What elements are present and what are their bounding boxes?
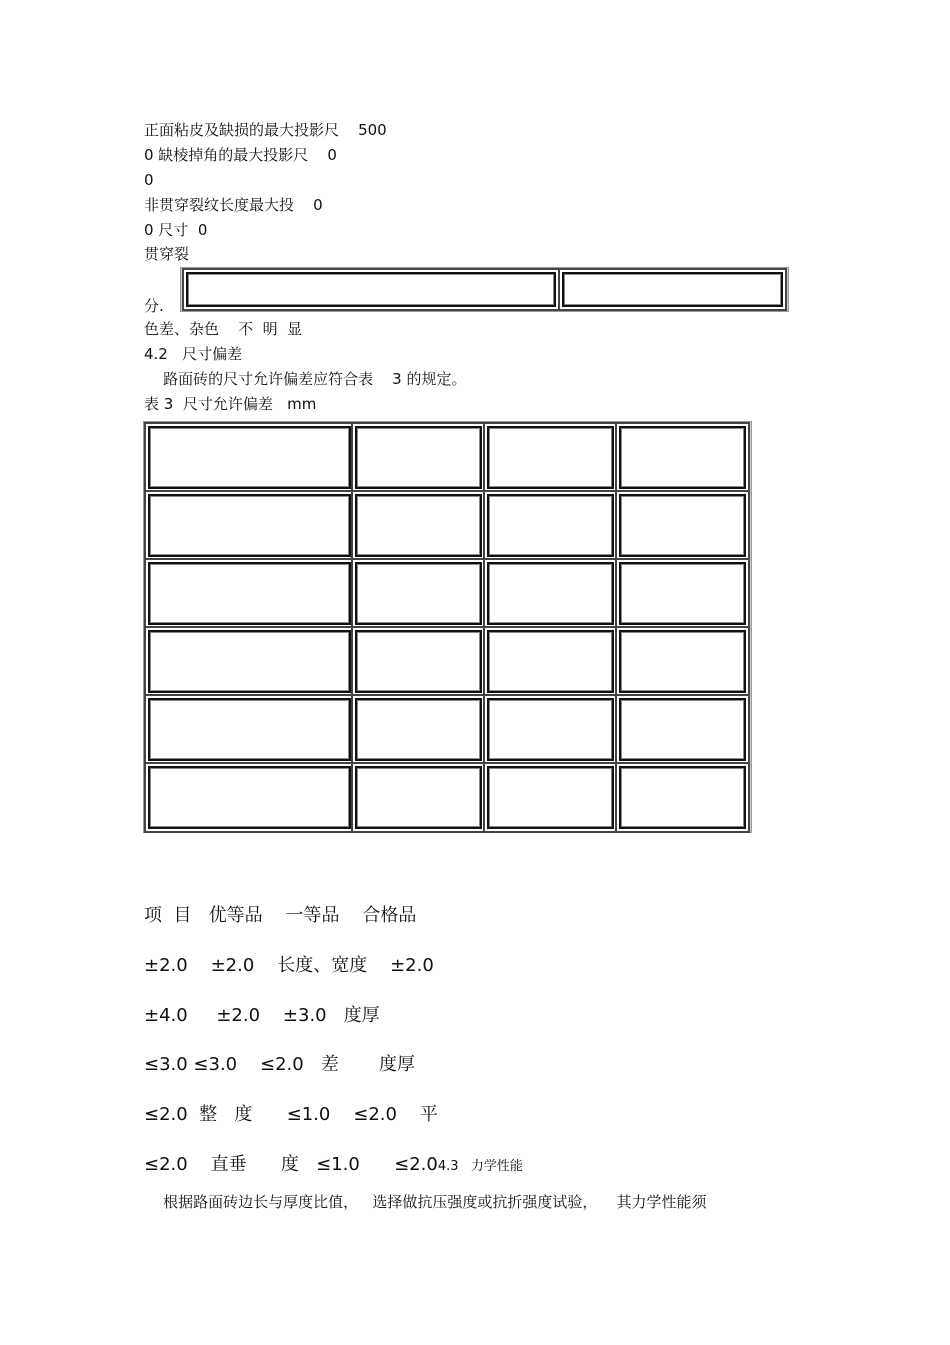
table-cell-r6-c1 [148,766,351,829]
table-cell-r1-c2 [355,426,482,489]
table-cell-r2-c3 [487,494,614,557]
table-cell-r1-c4 [619,426,746,489]
table-cell-r5-c4 [619,698,746,761]
table-cell-r3-c4 [619,562,746,625]
text-line-9: 路面砖的尺寸允许偏差应符合表 3 的规定。 [144,370,467,388]
table-cell-r2-c2 [355,494,482,557]
table-text-line-3: ±4.0 ±2.0 ±3.0 度厚 [144,1005,380,1026]
table-cell-r3-c3 [487,562,614,625]
small-table-cell-2 [562,272,783,307]
table-text-line-6 [144,1153,523,1179]
table-cell-r6-c3 [487,766,614,829]
table-cell-r3-c1 [148,562,351,625]
table-text-line-2: ±2.0 ±2.0 长度、宽度 ±2.0 [144,955,434,976]
table-cell-r4-c3 [487,630,614,693]
table-cell-r4-c1 [148,630,351,693]
text-line-8: 色差、杂色 不 明 显 [144,320,303,338]
table-text-line-4: ≤3.0 ≤3.0 ≤2.0 差 度厚 [144,1054,415,1075]
text-line-1: 正面粘皮及缺损的最大投影尺 500 [144,121,387,139]
text-line-7: 分. [144,297,164,315]
section-heading-4-2: 4.2 尺寸偏差 [144,345,243,363]
table-cell-r4-c4 [619,630,746,693]
section-heading-4-3: 4.3 力学性能 [437,1159,523,1174]
text-line-3: 0 [144,171,154,189]
table-cell-r2-c1 [148,494,351,557]
table-text-line-1: 项 目 优等品 一等品 合格品 [144,905,417,926]
text-line-2: 0 缺棱掉角的最大投影尺 0 [144,146,337,164]
table-text-line-5: ≤2.0 整 度 ≤1.0 ≤2.0 平 [144,1104,438,1125]
table-cell-r1-c1 [148,426,351,489]
table-cell-r4-c2 [355,630,482,693]
table-cell-r1-c3 [487,426,614,489]
paragraph-4-3: 根据路面砖边长与厚度比值， 选择做抗压强度或抗折强度试验， 其力学性能须 [144,1193,707,1211]
table-text-line-6-main: ≤2.0 直垂 度 ≤1.0 ≤2.0 [144,1154,438,1175]
table-cell-r6-c4 [619,766,746,829]
text-line-4: 非贯穿裂纹长度最大投 0 [144,196,323,214]
table-caption: 表 3 尺寸允许偏差 mm [144,395,317,413]
text-line-5: 0 尺寸 0 [144,221,208,239]
small-table-cell-1 [186,272,556,307]
table-cell-r3-c2 [355,562,482,625]
table-cell-r5-c2 [355,698,482,761]
table-cell-r5-c3 [487,698,614,761]
text-line-6: 贯穿裂 [144,245,190,263]
table-cell-r6-c2 [355,766,482,829]
table-cell-r5-c1 [148,698,351,761]
table-cell-r2-c4 [619,494,746,557]
